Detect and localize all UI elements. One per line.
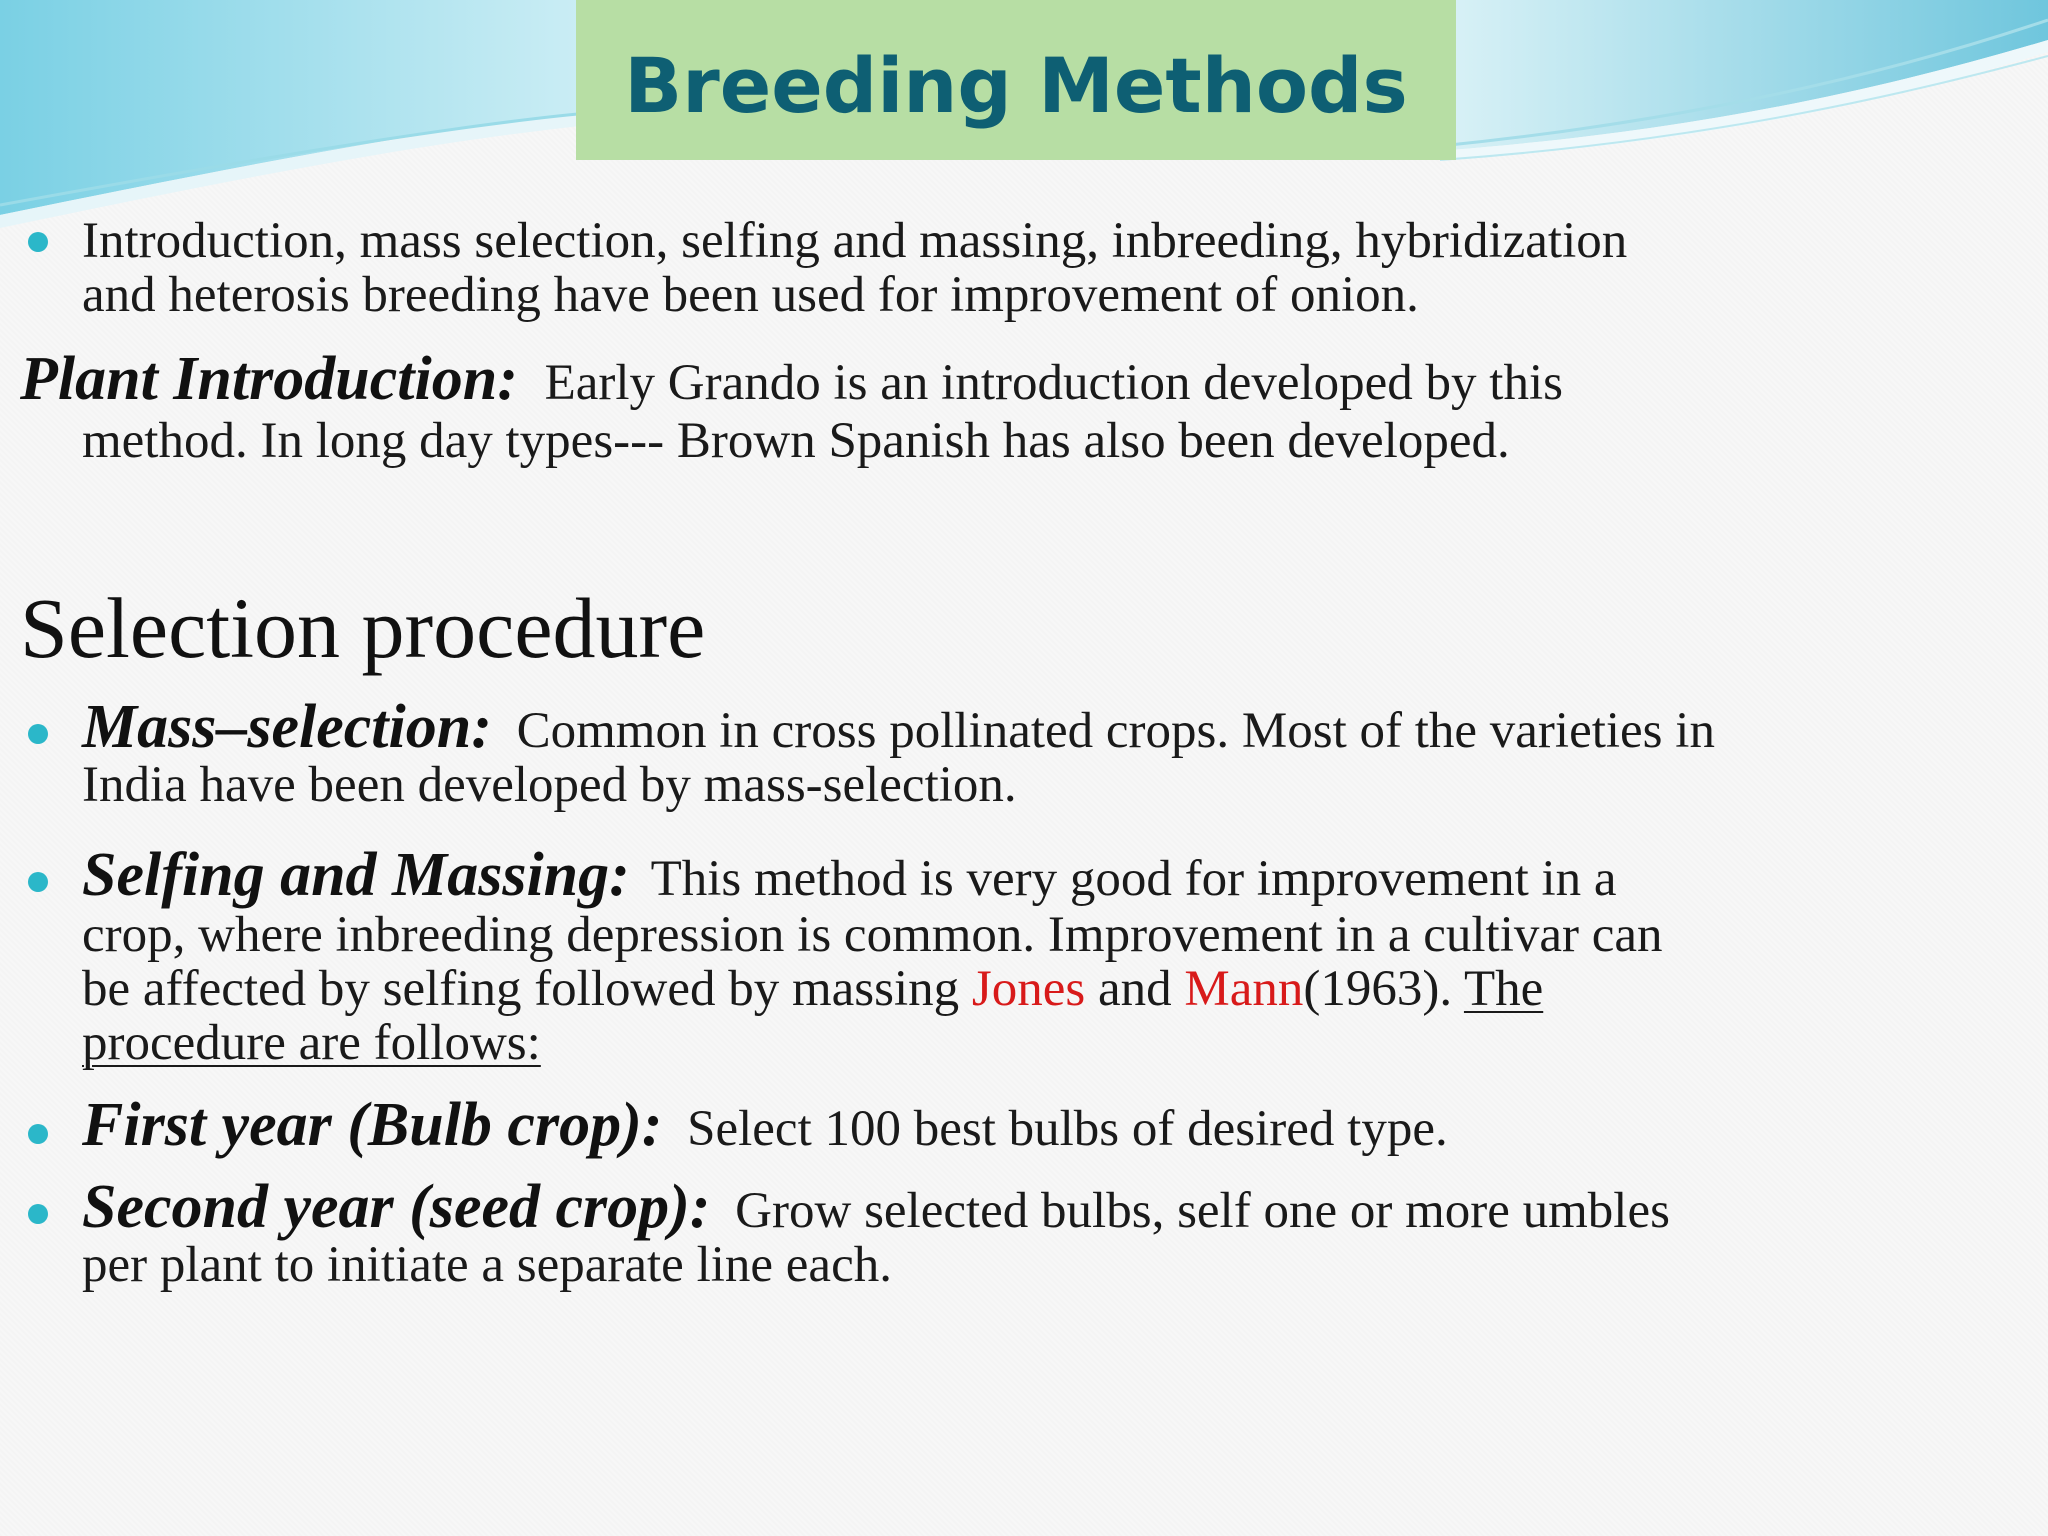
- selfing-and: and: [1085, 961, 1185, 1017]
- slide-title: Breeding Methods: [624, 40, 1408, 130]
- plant-intro-text: Early Grando is an introduction developed by this: [544, 355, 1563, 411]
- mass-selection-text: Common in cross pollinated crops. Most of the varieties in: [516, 703, 1715, 759]
- first-year-text: Select 100 best bulbs of desired type.: [687, 1101, 1448, 1157]
- selfing-paragraph: [82, 841, 1663, 1071]
- intro-line-1: Introduction, mass selection, selfing and massing, inbreeding, hybridization: [82, 213, 1628, 269]
- procedure-link-part-2: procedure are follows:: [82, 1015, 541, 1071]
- first-year-label: First year (Bulb crop):: [82, 1091, 663, 1159]
- second-year-paragraph: [82, 1173, 1670, 1293]
- plant-intro-line-2: method. In long day types--- Brown Spanish has also been developed.: [82, 413, 1510, 469]
- bullet-icon: [28, 724, 48, 744]
- intro-line-2: and heterosis breeding have been used for improvement of onion.: [82, 267, 1419, 323]
- selfing-line-3: [82, 962, 1663, 1016]
- second-year-line-2: per plant to initiate a separate line each.: [82, 1237, 892, 1293]
- mass-selection-paragraph: [82, 693, 1715, 813]
- bullet-icon: [28, 1204, 48, 1224]
- plant-intro-paragraph: [20, 345, 1563, 469]
- selfing-year: (1963).: [1303, 961, 1464, 1017]
- author-mann: Mann: [1184, 961, 1304, 1017]
- mass-selection-line-2: India have been developed by mass-selection.: [82, 757, 1017, 813]
- bullet-icon: [28, 872, 48, 892]
- intro-paragraph: [82, 214, 1627, 322]
- selfing-text: This method is very good for improvement in a: [650, 851, 1617, 907]
- plant-intro-label: Plant Introduction:: [20, 345, 518, 413]
- section-heading: Selection procedure: [20, 580, 706, 676]
- selfing-line-3-text: be affected by selfing followed by massing: [82, 961, 972, 1017]
- selfing-line-2: crop, where inbreeding depression is common. Improvement in a cultivar can: [82, 907, 1663, 963]
- second-year-label: Second year (seed crop):: [82, 1173, 711, 1241]
- first-year-paragraph: [82, 1091, 1448, 1159]
- bullet-icon: [28, 232, 48, 252]
- second-year-text: Grow selected bulbs, self one or more umbles: [735, 1183, 1670, 1239]
- mass-selection-label: Mass–selection:: [82, 693, 492, 761]
- selfing-label: Selfing and Massing:: [82, 841, 630, 909]
- author-jones: Jones: [971, 961, 1086, 1017]
- bullet-icon: [28, 1124, 48, 1144]
- procedure-link-part-1: The: [1463, 961, 1544, 1017]
- title-box: [576, 0, 1456, 160]
